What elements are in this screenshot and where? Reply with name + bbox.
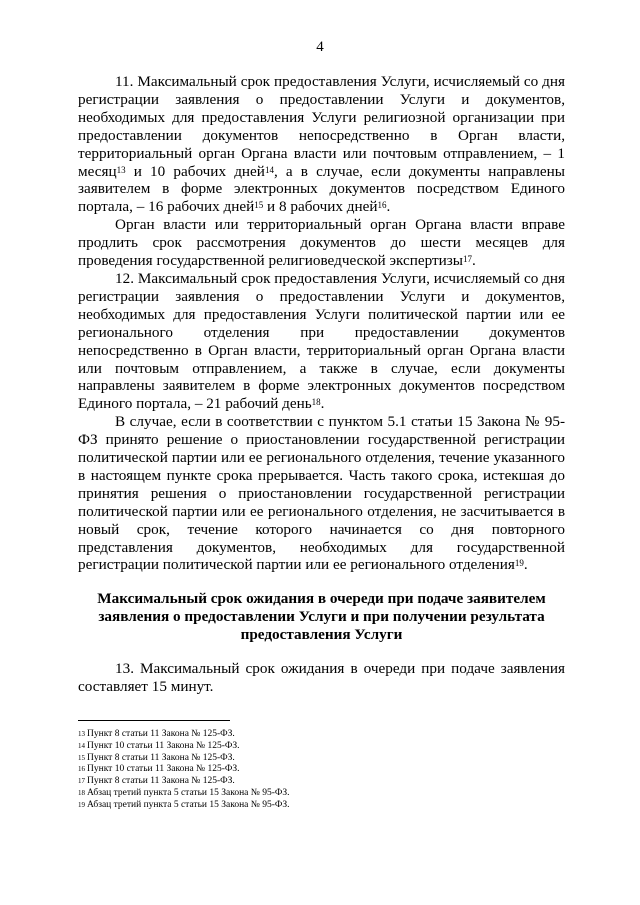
- suspension-text: В случае, если в соответствии с пунктом 5.1 статьи 15 Закона № 95-ФЗ принято решение о приостановлении государственной регистрации политической партии или ее регионального отделения, течение указанного в настоящем пункте срока прерывается. Часть такого срока, истекшая до принятия решения о приостановлении государственной регистрации политической партии или ее регионального отделения, не засчитывается в новый срок, течение которого начинается со дня повторного представления документов, необходимых для государственной регистрации политической партии или ее регионального отделения: [78, 413, 565, 574]
- footnote-ref-18: 18: [311, 397, 321, 408]
- footnote-number: 14: [78, 741, 85, 750]
- footnote-text: Пункт 10 статьи 11 Закона № 125-ФЗ.: [87, 764, 240, 775]
- paragraph-13: 13. Максимальный срок ожидания в очереди при подаче заявления составляет 15 минут.: [78, 660, 565, 695]
- footnote-text: Абзац третий пункта 5 статьи 15 Закона № 95-ФЗ.: [87, 799, 290, 810]
- footnote-ref-17: 17: [462, 254, 472, 265]
- footnote-number: 19: [78, 800, 85, 809]
- footnote: [78, 800, 565, 812]
- footnote-ref-16: 16: [377, 200, 387, 211]
- p11-text-c: , а в случае, если документы направлены заявителем в форме электронных документов посредством Единого портала, – 16 рабочих дней: [78, 162, 565, 216]
- p11-text-e: .: [386, 198, 391, 216]
- suspension-end: .: [523, 556, 528, 574]
- extension-end: .: [471, 252, 476, 270]
- footnote-separator: [78, 720, 230, 721]
- footnote-number: 17: [78, 777, 85, 786]
- p11-text-b: и 10 рабочих дней: [125, 162, 265, 180]
- extension-text: Орган власти или территориальный орган Органа власти вправе продлить срок рассмотрения документов до шести месяцев для проведения государственной религиоведческой экспертизы: [78, 216, 565, 270]
- paragraph-11: [78, 73, 565, 216]
- footnote-text: Пункт 8 статьи 11 Закона № 125-ФЗ.: [87, 776, 235, 787]
- p12-end: .: [320, 395, 325, 413]
- footnote-ref-15: 15: [254, 200, 264, 211]
- footnote: [78, 741, 565, 753]
- footnote-text: Пункт 8 статьи 11 Закона № 125-ФЗ.: [87, 729, 235, 739]
- footnote: [78, 729, 565, 741]
- footnote-ref-19: 19: [514, 558, 524, 569]
- footnote: [78, 788, 565, 800]
- paragraph-suspension: [78, 413, 565, 574]
- footnote-text: Абзац третий пункта 5 статьи 15 Закона № 95-ФЗ.: [87, 787, 290, 798]
- footnote-text: Пункт 8 статьи 11 Закона № 125-ФЗ.: [87, 752, 235, 763]
- footnote-number: 16: [78, 765, 85, 774]
- p11-text-d: и 8 рабочих дней: [263, 198, 378, 216]
- footnote: [78, 776, 565, 788]
- paragraph-extension: [78, 216, 565, 270]
- paragraph-13-block: [78, 660, 565, 696]
- section-heading: Максимальный срок ожидания в очереди при подаче заявителем заявления о предоставлении Услуги и при получении результата предоставления Услуги: [97, 590, 546, 643]
- footnote-number: 18: [78, 788, 85, 797]
- footnote: [78, 764, 565, 776]
- footnote-number: 13: [78, 730, 85, 738]
- paragraph-12: [78, 270, 565, 413]
- page-number: 4: [316, 39, 324, 55]
- main-text: [78, 73, 565, 574]
- footnote-number: 15: [78, 753, 85, 762]
- footnote-text: Пункт 10 статьи 11 Закона № 125-ФЗ.: [87, 740, 240, 751]
- footnote-ref-13: 13: [116, 164, 126, 175]
- footnote: [78, 753, 565, 765]
- footnotes: [78, 729, 565, 812]
- p11-text-a: 11. Максимальный срок предоставления Услуги, исчисляемый со дня регистрации заявления о предоставлении Услуги и документов, необходимых для предоставления Услуги религиозной организации при предоставлении документов непосредственно в Орган власти, территориальный орган Органа власти или почтовым отправлением, – 1 месяц: [78, 73, 565, 180]
- footnote-ref-14: 14: [264, 164, 274, 175]
- p12-text: 12. Максимальный срок предоставления Услуги, исчисляемый со дня регистрации заявления о предоставлении Услуги и документов, необходимых для предоставления Услуги политической партии или ее регионального отделения при предоставлении документов непосредственно в Орган власти, территориальный орган Органа власти или почтовым отправлением, а также в случае, если документы направлены заявителем в форме электронных документов посредством Единого портала, – 21 рабочий день: [78, 269, 565, 413]
